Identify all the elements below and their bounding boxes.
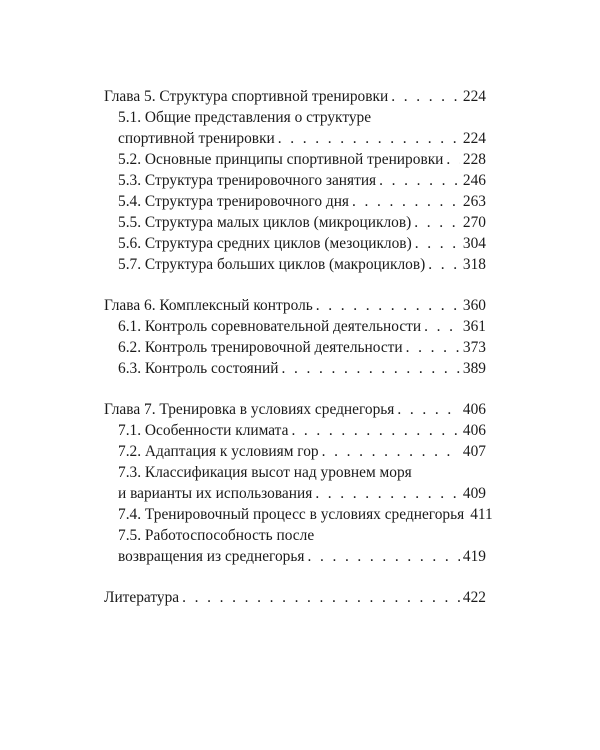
- toc-page-number: 224: [462, 130, 486, 147]
- toc-dot-leader: [397, 399, 460, 420]
- toc-section-entry[interactable]: [104, 233, 486, 254]
- toc-section-entry[interactable]: [104, 504, 493, 525]
- toc-section-title: и варианты их использования: [118, 485, 313, 502]
- toc-page-number: 304: [462, 235, 486, 252]
- toc-dot-leader: [291, 420, 459, 441]
- toc-section-title: 5.5. Структура малых циклов (микроциклов): [118, 214, 412, 231]
- toc-chapter-block: [104, 295, 486, 379]
- toc-section-entry[interactable]: [104, 358, 486, 379]
- toc-section-title: 6.2. Контроль тренировочной деятельности: [118, 339, 403, 356]
- toc-section-entry[interactable]: [104, 441, 486, 462]
- toc-section-entry[interactable]: [104, 462, 486, 483]
- toc-chapter-entry[interactable]: [104, 399, 486, 420]
- toc-section-title: 7.5. Работоспособность после: [118, 527, 315, 544]
- toc-dot-leader: [424, 316, 460, 337]
- toc-chapter-title: Глава 7. Тренировка в условиях среднегорья: [104, 401, 395, 418]
- toc-section-title: 5.1. Общие представления о структуре: [118, 109, 372, 126]
- toc-section-title: 7.1. Особенности климата: [118, 422, 289, 439]
- toc-section-title: 5.3. Структура тренировочного занятия: [118, 172, 377, 189]
- toc-section-entry[interactable]: [104, 483, 486, 504]
- toc-dot-leader: [315, 483, 460, 504]
- toc-section-title: спортивной тренировки: [118, 130, 275, 147]
- toc-section-title: 6.1. Контроль соревновательной деятельности: [118, 318, 422, 335]
- toc-section-title: 5.4. Структура тренировочного дня: [118, 193, 350, 210]
- toc-section-entry[interactable]: [104, 191, 486, 212]
- toc-section-entry[interactable]: [104, 107, 486, 128]
- toc-page-number: 361: [462, 318, 486, 335]
- toc-page-number: 228: [462, 151, 486, 168]
- toc-chapter-block: [104, 399, 493, 567]
- toc-dot-leader: [415, 233, 460, 254]
- toc-section-title: 5.6. Структура средних циклов (мезоциклов): [118, 235, 412, 252]
- toc-section-title: 7.3. Классификация высот над уровнем моря: [118, 464, 412, 481]
- toc-page-number: 318: [462, 256, 486, 273]
- toc-page-number: 224: [462, 88, 486, 105]
- toc-page-number: 389: [462, 360, 486, 377]
- toc-page-number: 360: [462, 297, 486, 314]
- toc-dot-leader: [379, 170, 460, 191]
- toc-dot-leader: [322, 441, 460, 462]
- toc-page-number: 406: [462, 401, 486, 418]
- toc-page-number: 270: [462, 214, 486, 231]
- toc-dot-leader: [278, 128, 460, 149]
- toc-dot-leader: [316, 295, 460, 316]
- toc-dot-leader: [352, 191, 460, 212]
- toc-dot-leader: [406, 337, 460, 358]
- toc-chapter-block: [104, 86, 486, 275]
- toc-section-title: 5.7. Структура больших циклов (макроциклов): [118, 256, 426, 273]
- toc-page-number: 411: [470, 506, 493, 523]
- toc-section-entry[interactable]: [104, 170, 486, 191]
- toc-section-entry[interactable]: [104, 420, 486, 441]
- toc-dot-leader: [428, 254, 460, 275]
- toc-section-entry[interactable]: [104, 254, 486, 275]
- toc-dot-leader: [446, 149, 459, 170]
- toc-page-number: 246: [462, 172, 486, 189]
- toc-section-entry[interactable]: [104, 546, 486, 567]
- toc-page-number: 373: [462, 339, 486, 356]
- toc-chapter-entry[interactable]: [104, 86, 486, 107]
- table-of-contents: [104, 86, 493, 608]
- toc-section-entry[interactable]: [104, 212, 486, 233]
- toc-section-title: 7.4. Тренировочный процесс в условиях среднегорья: [118, 506, 465, 523]
- toc-chapter-title: Литература: [104, 589, 180, 606]
- toc-chapter-block: [104, 587, 486, 608]
- toc-chapter-entry[interactable]: [104, 587, 486, 608]
- toc-dot-leader: [391, 86, 460, 107]
- toc-section-entry[interactable]: [104, 337, 486, 358]
- toc-page-number: 422: [462, 589, 486, 606]
- toc-dot-leader: [307, 546, 459, 567]
- toc-section-entry[interactable]: [104, 525, 486, 546]
- toc-section-title: 5.2. Основные принципы спортивной тренировки: [118, 151, 444, 168]
- toc-page-number: 407: [462, 443, 486, 460]
- toc-page-number: 409: [462, 485, 486, 502]
- toc-section-entry[interactable]: [104, 128, 486, 149]
- toc-page-number: 406: [462, 422, 486, 439]
- toc-section-title: 7.2. Адаптация к условиям гор: [118, 443, 319, 460]
- toc-page-number: 419: [462, 548, 486, 565]
- toc-chapter-title: Глава 6. Комплексный контроль: [104, 297, 313, 314]
- toc-section-title: возвращения из среднегорья: [118, 548, 305, 565]
- toc-dot-leader: [281, 358, 459, 379]
- toc-section-entry[interactable]: [104, 316, 486, 337]
- toc-section-title: 6.3. Контроль состояний: [118, 360, 279, 377]
- toc-dot-leader: [414, 212, 460, 233]
- toc-dot-leader: [182, 587, 460, 608]
- toc-page-number: 263: [462, 193, 486, 210]
- toc-chapter-entry[interactable]: [104, 295, 486, 316]
- toc-section-entry[interactable]: [104, 149, 486, 170]
- toc-chapter-title: Глава 5. Структура спортивной тренировки: [104, 88, 389, 105]
